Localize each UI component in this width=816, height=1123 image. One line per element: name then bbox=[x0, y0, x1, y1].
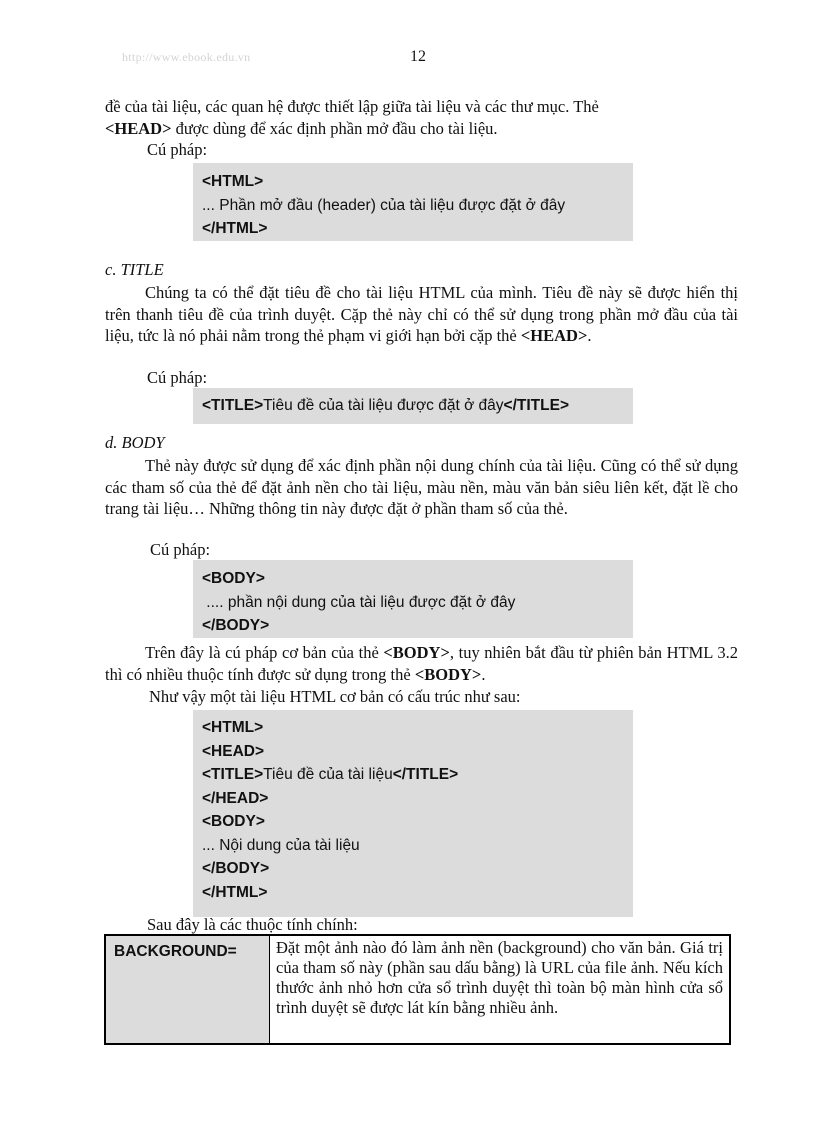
code-line bbox=[202, 170, 633, 194]
body-after-tag2: <BODY> bbox=[414, 664, 482, 684]
syntax-label-title: Cú pháp: bbox=[147, 368, 208, 387]
code-tag: </HTML> bbox=[202, 220, 268, 237]
code-text: Tiêu đề của tài liệu được đặt ở đây bbox=[263, 397, 504, 414]
attributes-intro: Sau đây là các thuộc tính chính: bbox=[147, 915, 358, 934]
title-paragraph bbox=[105, 282, 738, 347]
attribute-name: BACKGROUND= bbox=[106, 936, 270, 1043]
code-text: Tiêu đề của tài liệu bbox=[263, 766, 393, 783]
code-line bbox=[202, 857, 633, 881]
code-tag: <HTML> bbox=[202, 173, 264, 190]
body-paragraph: Thẻ này được sử dụng để xác định phần nội dung chính của tài liệu. Cũng có thể sử dụng các tham số của thẻ để đặt ảnh nền cho tài liệu, màu nền, màu văn bản siêu liên kết, đặt lề cho trang tài liệu… Những thông tin này được đặt ở phần tham số của thẻ. bbox=[105, 456, 738, 518]
code-line bbox=[202, 591, 633, 615]
attribute-description: Đặt một ảnh nào đó làm ảnh nền (background) cho văn bản. Giá trị của tham số này (phần sau dấu bằng) là URL của file ảnh. Nếu kích thước ảnh nhỏ hơn cửa sổ trình duyệt thì toàn bộ màn hình cửa sổ trình duyệt sẽ được lát kín bằng nhiều ảnh. bbox=[276, 938, 723, 1017]
code-line bbox=[202, 194, 633, 218]
code-tag: <TITLE> bbox=[202, 397, 264, 414]
code-line bbox=[202, 614, 633, 638]
code-line bbox=[202, 567, 633, 591]
intro-head-tag: <HEAD> bbox=[105, 118, 172, 138]
code-tag: </TITLE> bbox=[392, 766, 459, 783]
syntax-label-head: Cú pháp: bbox=[147, 140, 208, 159]
code-line bbox=[202, 834, 633, 858]
body-after-text2: , tuy nhiên bắt đầu từ phiên bản HTML 3.2 thì có nhiều thuộc tính được sử dụng trong thẻ bbox=[105, 643, 738, 684]
code-text: ... Phần mở đầu (header) của tài liệu được đặt ở đây bbox=[202, 196, 566, 214]
structure-intro: Như vậy một tài liệu HTML cơ bản có cấu trúc như sau: bbox=[149, 687, 521, 706]
body-after-tag1: <BODY> bbox=[383, 643, 450, 662]
code-tag: <HEAD> bbox=[202, 742, 265, 760]
heading-body: d. BODY bbox=[105, 433, 165, 452]
code-tag: <BODY> bbox=[202, 813, 265, 830]
attributes-table bbox=[104, 934, 731, 1045]
code-text: .... phần nội dung của tài liệu được đặt ở đây bbox=[202, 593, 516, 611]
code-tag: </BODY> bbox=[202, 860, 270, 877]
code-line bbox=[202, 716, 633, 740]
syntax-label-body: Cú pháp: bbox=[150, 540, 211, 559]
code-box-body bbox=[193, 560, 633, 638]
code-line bbox=[202, 881, 633, 905]
code-line bbox=[202, 787, 633, 811]
body-after-text3: . bbox=[481, 664, 486, 684]
code-tag: </TITLE> bbox=[503, 397, 569, 414]
title-paragraph-text: Chúng ta có thể đặt tiêu đề cho tài liệu HTML của mình. Tiêu đề này sẽ được hiển thị trên thanh tiêu đề của trình duyệt. Cặp thẻ này chỉ có thể sử dụng trong phần mở đầu của tài liệu, tức là nó phải nằm trong thẻ phạm vi giới hạn bởi cặp thẻ bbox=[105, 283, 738, 345]
code-tag: <HTML> bbox=[202, 719, 264, 736]
code-box-title bbox=[193, 388, 633, 424]
body-after-text1: Trên đây là cú pháp cơ bản của thẻ bbox=[145, 643, 384, 662]
code-line bbox=[202, 394, 633, 418]
body-after-paragraph bbox=[105, 642, 738, 685]
code-tag: </BODY> bbox=[202, 617, 270, 634]
intro-line1: đề của tài liệu, các quan hệ được thiết lập giữa tài liệu và các thư mục. Thẻ bbox=[105, 97, 599, 116]
code-tag: <BODY> bbox=[202, 570, 265, 587]
heading-title: c. TITLE bbox=[105, 260, 164, 279]
code-tag: <TITLE> bbox=[202, 766, 264, 783]
code-line bbox=[202, 217, 633, 241]
title-paragraph-tag: <HEAD> bbox=[520, 326, 588, 345]
code-box-structure bbox=[193, 710, 633, 917]
code-tag: </HEAD> bbox=[202, 789, 269, 807]
code-box-head bbox=[193, 163, 633, 241]
watermark-url: http://www.ebook.edu.vn bbox=[122, 50, 251, 64]
code-tag: </HTML> bbox=[202, 883, 268, 901]
code-text: ... Nội dung của tài liệu bbox=[202, 836, 360, 854]
intro-paragraph bbox=[105, 96, 738, 139]
intro-line2: được dùng để xác định phần mở đầu cho tài liệu. bbox=[171, 118, 498, 138]
page-number: 12 bbox=[410, 48, 426, 65]
code-line bbox=[202, 740, 633, 764]
title-paragraph-end: . bbox=[587, 326, 592, 345]
code-line bbox=[202, 763, 633, 787]
code-line bbox=[202, 810, 633, 834]
